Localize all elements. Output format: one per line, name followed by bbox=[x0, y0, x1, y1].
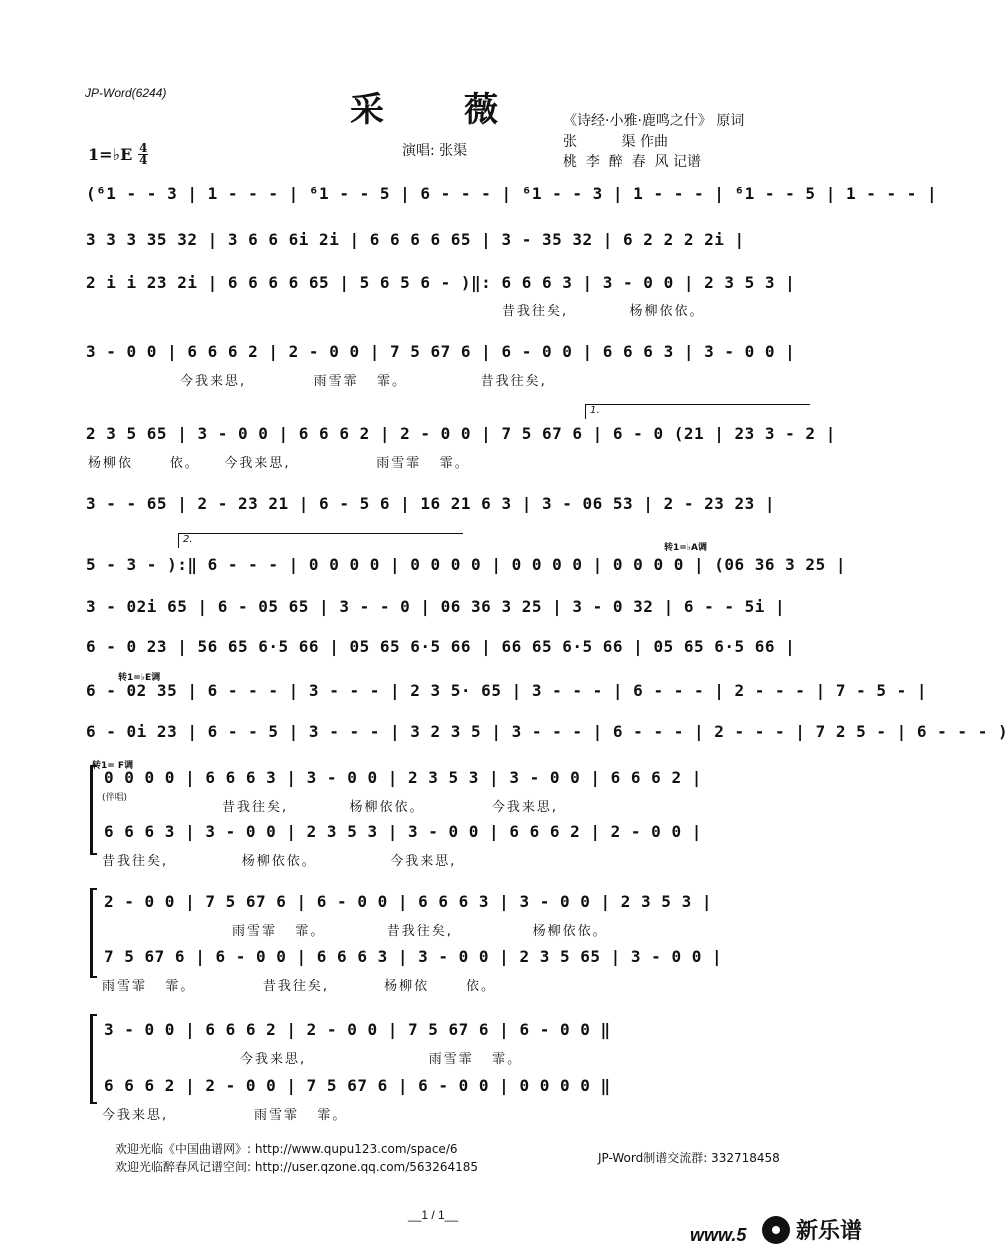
lyrics-row-15: 雨雪霏 霏。 昔我往矣, 杨柳依 依。 bbox=[102, 979, 496, 994]
modulation-e-flat: 转1=♭E调 bbox=[118, 673, 161, 683]
page-number-text: 1 / 1 bbox=[421, 1208, 445, 1222]
score-row-9: 6 - 0 23 | 56 65 6·5 66 | 05 65 6·5 66 | 66 65 6·5 66 | 05 65 6·5 66 | bbox=[86, 637, 796, 656]
composer-credit: 张 渠 作曲 bbox=[563, 134, 668, 150]
modulation-f: 转1= F调 bbox=[92, 761, 134, 771]
footer-link-qupu: 欢迎光临《中国曲谱网》: http://www.qupu123.com/space/6 bbox=[115, 1142, 458, 1156]
score-row-14: 2 - 0 0 | 7 5 67 6 | 6 - 0 0 | 6 6 6 3 | 3 - 0 0 | 2 3 5 3 | bbox=[104, 892, 712, 911]
footer-qq-group: JP-Word制谱交流群: 332718458 bbox=[598, 1151, 780, 1165]
modulation-a-flat: 转1=♭A调 bbox=[664, 543, 708, 553]
song-title: 采薇 bbox=[350, 90, 578, 130]
system-brace-2 bbox=[90, 888, 97, 978]
logo-text: 新乐谱 bbox=[796, 1219, 863, 1244]
transcriber-credit: 桃 李 醉 春 风 记谱 bbox=[563, 154, 702, 170]
score-row-2: 3 3 3 35 32 | 3 6 6 6i 2i | 6 6 6 6 65 | 3 - 35 32 | 6 2 2 2 2i | bbox=[86, 230, 745, 249]
time-top: 4 bbox=[139, 141, 148, 155]
lyrics-row-5: 杨柳依 依。 今我来思, 雨雪霏 霏。 bbox=[88, 456, 470, 471]
site-logo bbox=[762, 1214, 862, 1245]
score-row-17: 6 6 6 2 | 2 - 0 0 | 7 5 67 6 | 6 - 0 0 | 0 0 0 0 ‖ bbox=[104, 1076, 611, 1095]
score-row-7: 5 - 3 - ):‖ 6 - - - | 0 0 0 0 | 0 0 0 0 | 0 0 0 0 | 0 0 0 0 | (06 36 3 25 | bbox=[86, 555, 846, 574]
lyrics-row-3: 昔我往矣, 杨柳依依。 bbox=[502, 304, 705, 319]
system-brace-3 bbox=[90, 1014, 97, 1104]
accompaniment-label: (伴唱) bbox=[102, 793, 128, 803]
score-row-10: 6 - 02 35 | 6 - - - | 3 - - - | 2 3 5· 65 | 3 - - - | 6 - - - | 2 - - - | 7 - 5 - | bbox=[86, 681, 928, 700]
lyrics-row-12: 昔我往矣, 杨柳依依。 今我来思, bbox=[222, 800, 559, 815]
time-signature bbox=[138, 143, 148, 166]
watermark-url: www.5 bbox=[690, 1225, 747, 1245]
score-row-6: 3 - - 65 | 2 - 23 21 | 6 - 5 6 | 16 21 6 3 | 3 - 06 53 | 2 - 23 23 | bbox=[86, 494, 776, 513]
footer-link-qzone: 欢迎光临醉春风记谱空间: http://user.qzone.qq.com/563264185 bbox=[115, 1160, 479, 1174]
lyrics-row-16: 今我来思, 雨雪霏 霏。 bbox=[240, 1052, 523, 1067]
lyrics-row-14: 雨雪霏 霏。 昔我往矣, 杨柳依依。 bbox=[232, 924, 608, 939]
score-row-1: (⁶1 - - 3 | 1 - - - | ⁶1 - - 5 | 6 - - - | ⁶1 - - 3 | 1 - - - | ⁶1 - - 5 | 1 - - - | bbox=[86, 184, 938, 203]
singer-credit: 演唱: 张渠 bbox=[402, 143, 468, 159]
record-disc-icon bbox=[762, 1216, 790, 1244]
score-row-16: 3 - 0 0 | 6 6 6 2 | 2 - 0 0 | 7 5 67 6 | 6 - 0 0 ‖ bbox=[104, 1020, 611, 1039]
volta-first-ending: 1. bbox=[585, 404, 810, 419]
page-number: __1 / 1__ bbox=[408, 1208, 459, 1222]
lyrics-row-17: 今我来思, 雨雪霏 霏。 bbox=[102, 1108, 348, 1123]
score-row-11: 6 - 0i 23 | 6 - - 5 | 3 - - - | 3 2 3 5 | 3 - - - | 6 - - - | 2 - - - | 7 2 5 - | 6 - - - ) bbox=[86, 722, 1008, 741]
score-row-4: 3 - 0 0 | 6 6 6 2 | 2 - 0 0 | 7 5 67 6 | 6 - 0 0 | 6 6 6 3 | 3 - 0 0 | bbox=[86, 342, 796, 361]
score-row-12: 0 0 0 0 | 6 6 6 3 | 3 - 0 0 | 2 3 5 3 | 3 - 0 0 | 6 6 6 2 | bbox=[104, 768, 702, 787]
score-row-15: 7 5 67 6 | 6 - 0 0 | 6 6 6 3 | 3 - 0 0 | 2 3 5 65 | 3 - 0 0 | bbox=[104, 947, 723, 966]
time-bottom: 4 bbox=[139, 153, 148, 167]
lyrics-row-4: 今我来思, 雨雪霏 霏。 昔我往矣, bbox=[180, 374, 547, 389]
key-signature bbox=[88, 143, 148, 166]
software-label: JP-Word(6244) bbox=[85, 86, 167, 100]
key-label: 1=♭E bbox=[88, 145, 133, 164]
score-row-8: 3 - 02i 65 | 6 - 05 65 | 3 - - 0 | 06 36 3 25 | 3 - 0 32 | 6 - - 5i | bbox=[86, 597, 786, 616]
lyricist-credit: 《诗经·小雅·鹿鸣之什》 原词 bbox=[563, 113, 745, 129]
lyrics-row-13: 昔我往矣, 杨柳依依。 今我来思, bbox=[102, 854, 457, 869]
score-row-3: 2 i i 23 2i | 6 6 6 6 65 | 5 6 5 6 - )‖: 6 6 6 3 | 3 - 0 0 | 2 3 5 3 | bbox=[86, 273, 796, 292]
score-row-13: 6 6 6 3 | 3 - 0 0 | 2 3 5 3 | 3 - 0 0 | 6 6 6 2 | 2 - 0 0 | bbox=[104, 822, 702, 841]
system-brace-1 bbox=[90, 765, 97, 855]
volta-second-ending: 2. bbox=[178, 533, 463, 548]
score-row-5: 2 3 5 65 | 3 - 0 0 | 6 6 6 2 | 2 - 0 0 | 7 5 67 6 | 6 - 0 (21 | 23 3 - 2 | bbox=[86, 424, 836, 443]
